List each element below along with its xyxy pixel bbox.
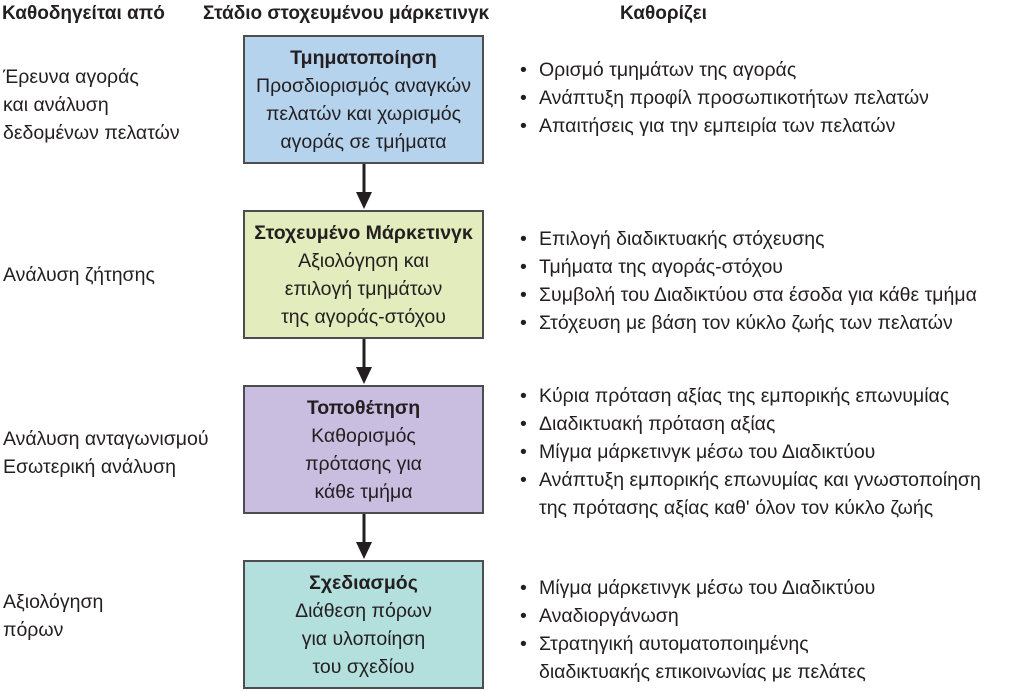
stage-title: Σχεδιασμός — [309, 571, 418, 594]
list-item: • Μίγμα μάρκετινγκ μέσω του Διαδικτύου — [520, 441, 876, 463]
down-arrow-icon — [355, 339, 373, 385]
determines-list-targeting — [520, 225, 1020, 337]
stage-line: Αξιολόγηση και — [298, 249, 429, 272]
driver-line: δεδομένων πελατών — [3, 122, 180, 144]
determines-list-positioning — [520, 382, 1020, 522]
stage-line: της αγοράς-στόχου — [281, 305, 446, 328]
driver-line: πόρων — [3, 619, 64, 641]
stage-box-positioning — [243, 385, 484, 514]
header-determines: Καθορίζει — [620, 3, 707, 24]
list-item: • Αναδιοργάνωση — [520, 605, 679, 627]
stage-line: αγοράς σε τμήματα — [280, 130, 447, 153]
stage-box-planning — [243, 560, 484, 689]
stage-line: για υλοποίηση — [301, 627, 426, 650]
list-item: • Στόχευση με βάση τον κύκλο ζωής των πελατών — [520, 312, 953, 334]
list-item: • Στρατηγική αυτοματοποιημένης διαδικτυακής επικοινωνίας με πελάτες — [520, 633, 866, 683]
stage-line: του σχεδίου — [312, 655, 415, 678]
stage-title: Στοχευμένο Μάρκετινγκ — [254, 221, 473, 244]
list-item: • Τμήματα της αγοράς-στόχου — [520, 256, 783, 278]
list-item: • Ανάπτυξη προφίλ προσωπικοτήτων πελατών — [520, 87, 929, 109]
list-item: • Απαιτήσεις για την εμπειρία των πελατών — [520, 115, 896, 137]
list-item: • Διαδικτυακή πρόταση αξίας — [520, 413, 776, 435]
driver-line: Ανάλυση ζήτησης — [3, 264, 155, 286]
list-item: • Ανάπτυξη εμπορικής επωνυμίας και γνωστοποίηση της πρότασης αξίας καθ' όλον τον κύκλο ζωής — [520, 469, 981, 519]
driver-line: Έρευνα αγοράς — [3, 66, 139, 88]
driver-planning — [3, 588, 238, 644]
stage-line: Καθορισμός — [311, 424, 416, 447]
driver-line: και ανάλυση — [3, 94, 109, 116]
driver-positioning — [3, 425, 238, 481]
list-item: • Συμβολή του Διαδικτύου στα έσοδα για κάθε τμήμα — [520, 284, 977, 306]
stage-title: Τμηματοποίηση — [290, 46, 437, 69]
header-driven-by: Καθοδηγείται από — [2, 3, 165, 24]
down-arrow-icon — [355, 164, 373, 210]
determines-list-planning — [520, 574, 1020, 686]
stage-box-targeting — [243, 210, 484, 339]
stage-box-segmentation — [243, 35, 484, 164]
list-item: • Κύρια πρόταση αξίας της εμπορικής επωνυμίας — [520, 385, 950, 407]
determines-list-segmentation — [520, 56, 1020, 140]
stage-line: κάθε τμήμα — [314, 480, 413, 503]
driver-targeting — [3, 261, 238, 289]
header-stage: Στάδιο στοχευμένου μάρκετινγκ — [203, 3, 490, 24]
driver-line: Εσωτερική ανάλυση — [3, 456, 176, 478]
list-item: • Επιλογή διαδικτυακής στόχευσης — [520, 228, 825, 250]
stage-line: Διάθεση πόρων — [295, 599, 432, 622]
stage-line: επιλογή τμημάτων — [284, 277, 443, 300]
list-item: • Ορισμό τμημάτων της αγοράς — [520, 59, 797, 81]
stage-line: πελατών και χωρισμός — [265, 102, 462, 125]
driver-line: Ανάλυση ανταγωνισμού — [3, 428, 209, 450]
driver-line: Αξιολόγηση — [3, 591, 104, 613]
driver-segmentation — [3, 63, 238, 147]
down-arrow-icon — [355, 514, 373, 560]
stage-line: πρότασης για — [305, 452, 422, 475]
stage-title: Τοποθέτηση — [306, 396, 421, 419]
stage-line: Προσδιορισμός αναγκών — [256, 74, 471, 97]
list-item: • Μίγμα μάρκετινγκ μέσω του Διαδικτύου — [520, 577, 876, 599]
